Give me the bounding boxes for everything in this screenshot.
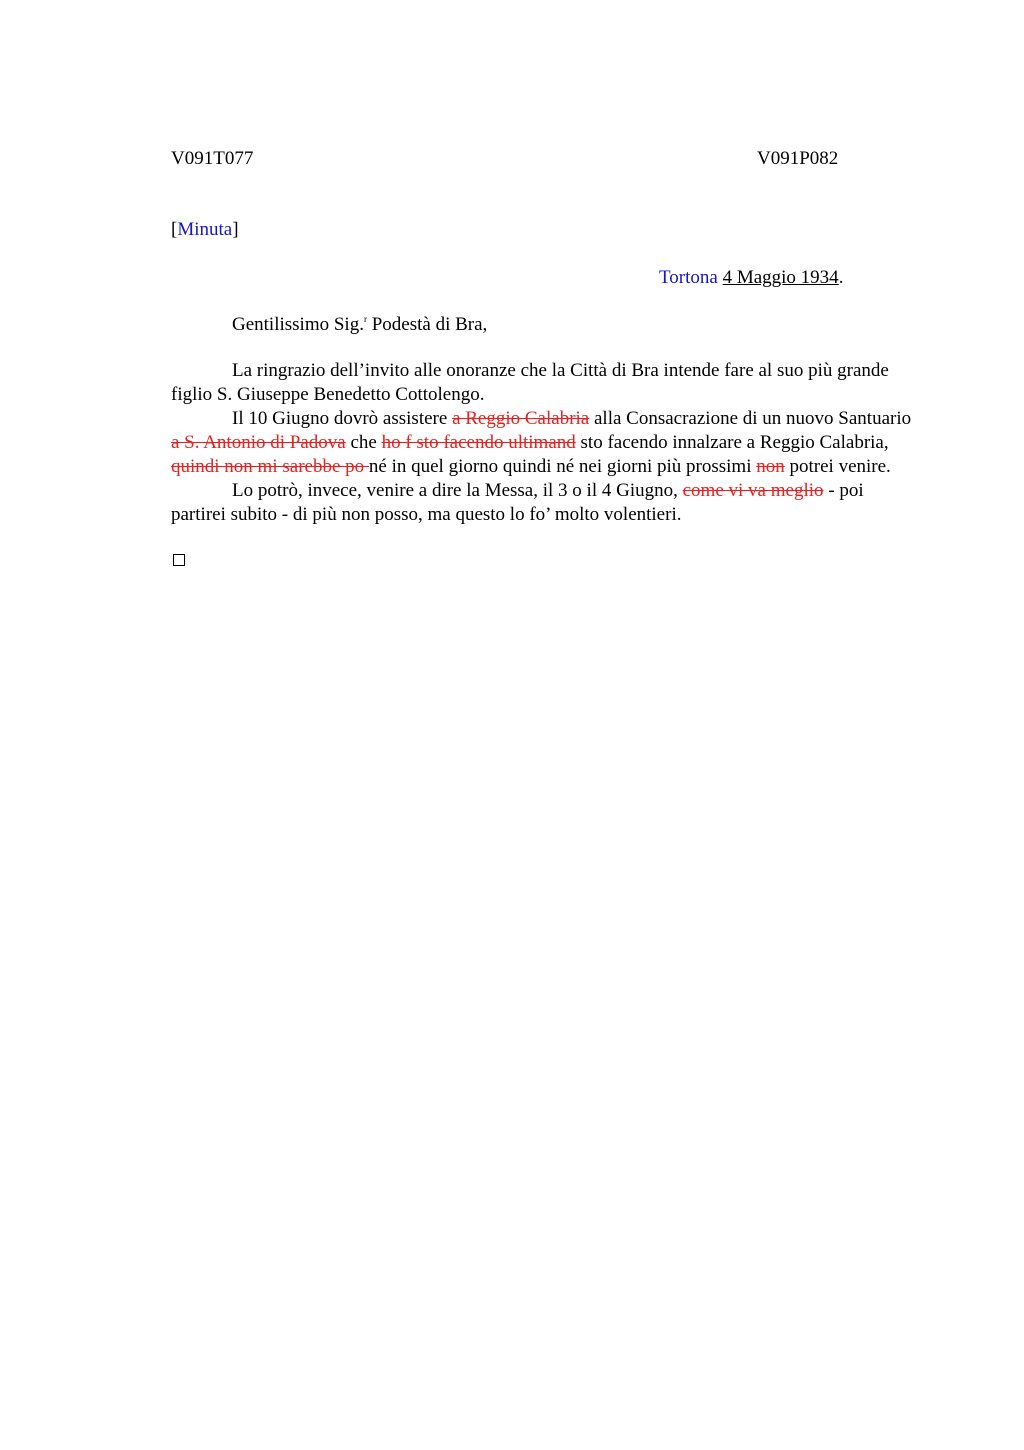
bracket-close: ] (232, 219, 239, 240)
p2-deletion-1: a Reggio Calabria (452, 408, 590, 429)
p3-segment-1: Lo potrò, invece, venire a dire la Messa, il 3 o il 4 Giugno, (232, 480, 683, 501)
salutation-superscript: r (363, 314, 367, 324)
archive-code-right: V091P082 (757, 148, 839, 169)
p2-deletion-4: quindi non mi sarebbe po (171, 456, 369, 477)
p2-deletion-5: non (756, 456, 785, 477)
bracket-open: [ (171, 219, 178, 240)
minuta-note (171, 219, 239, 241)
salutation-after: Podestà di Bra, (366, 314, 488, 335)
checkbox-square-icon (173, 554, 185, 566)
p2-segment-1: Il 10 Giugno dovrò assistere (232, 408, 453, 429)
archive-code-left: V091T077 (171, 148, 254, 169)
dateline-place: Tortona (659, 267, 718, 288)
salutation (232, 314, 487, 336)
minuta-label: Minuta (177, 219, 233, 240)
dateline (659, 267, 843, 289)
paragraph-3 (171, 479, 923, 527)
p3-segment-2: - poi partirei subito - di più non posso, ma questo lo fo’ molto volentieri. (171, 480, 864, 525)
p2-segment-3: che (345, 432, 382, 453)
paragraph-2 (171, 407, 923, 479)
p3-deletion-1: come vi va meglio (682, 480, 824, 501)
paragraph-1-text: La ringrazio dell’invito alle onoranze che la Città di Bra intende fare al suo più grande figlio S. Giuseppe Benedetto Cottolengo. (171, 360, 889, 405)
letter-body (171, 359, 923, 527)
paragraph-1 (171, 359, 923, 407)
p2-segment-6: potrei venire. (784, 456, 891, 477)
dateline-date: 4 Maggio 1934 (722, 267, 839, 288)
salutation-before: Gentilissimo Sig. (232, 314, 364, 335)
p2-segment-2: alla Consacrazione di un nuovo Santuario (589, 408, 912, 429)
p2-segment-5: né in quel giorno quindi né nei giorni più prossimi (368, 456, 757, 477)
dateline-period: . (838, 267, 844, 288)
p2-deletion-3: ho f sto facendo ultimand (381, 432, 576, 453)
p2-segment-4: sto facendo innalzare a Reggio Calabria, (575, 432, 889, 453)
p2-deletion-2: a S. Antonio di Padova (171, 432, 346, 453)
